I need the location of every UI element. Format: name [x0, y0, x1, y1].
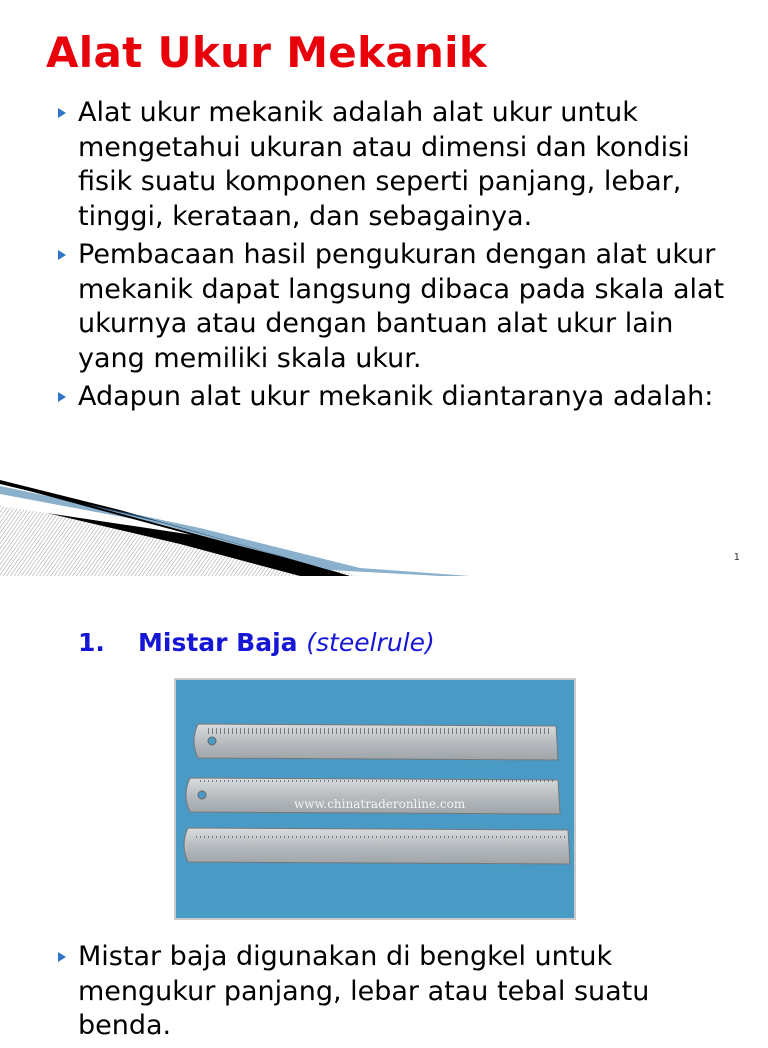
bullet-text: Mistar baja digunakan di bengkel untuk mengukur panjang, lebar atau tebal suatu benda.	[78, 941, 650, 1041]
bullet-item	[54, 380, 744, 415]
bullet-arrow-icon	[58, 108, 66, 118]
steel-ruler-photo	[174, 678, 576, 920]
steel-rulers-image	[176, 680, 574, 918]
bullet-item	[54, 96, 744, 234]
bullet-text: Adapun alat ukur mekanik diantaranya adalah:	[78, 381, 714, 412]
decorative-swoosh	[0, 470, 520, 576]
bullet-arrow-icon	[58, 952, 66, 962]
bullet-arrow-icon	[58, 250, 66, 260]
bullet-item	[54, 940, 744, 1044]
bullet-item	[54, 238, 744, 376]
bullet-list	[54, 940, 744, 1048]
heading-name: Mistar Baja	[138, 628, 298, 657]
section-heading	[78, 628, 435, 657]
slide-page-number: 1	[733, 552, 740, 563]
bullet-arrow-icon	[58, 392, 66, 402]
heading-number: 1.	[78, 628, 105, 657]
bullet-text: Alat ukur mekanik adalah alat ukur untuk mengetahui ukuran atau dimensi dan kondisi fisik suatu komponen seperti panjang, lebar, tinggi, kerataan, dan sebagainya.	[78, 97, 690, 232]
bullet-list	[54, 96, 744, 419]
heading-english-term: (steelrule)	[306, 628, 435, 657]
slide-title: Alat Ukur Mekanik	[46, 28, 488, 77]
photo-watermark: www.chinatraderonline.com	[294, 797, 466, 811]
bullet-text: Pembacaan hasil pengukuran dengan alat ukur mekanik dapat langsung dibaca pada skala alat ukurnya atau dengan bantuan alat ukur lain yang memiliki skala ukur.	[78, 239, 725, 374]
slide-2	[0, 576, 768, 1041]
